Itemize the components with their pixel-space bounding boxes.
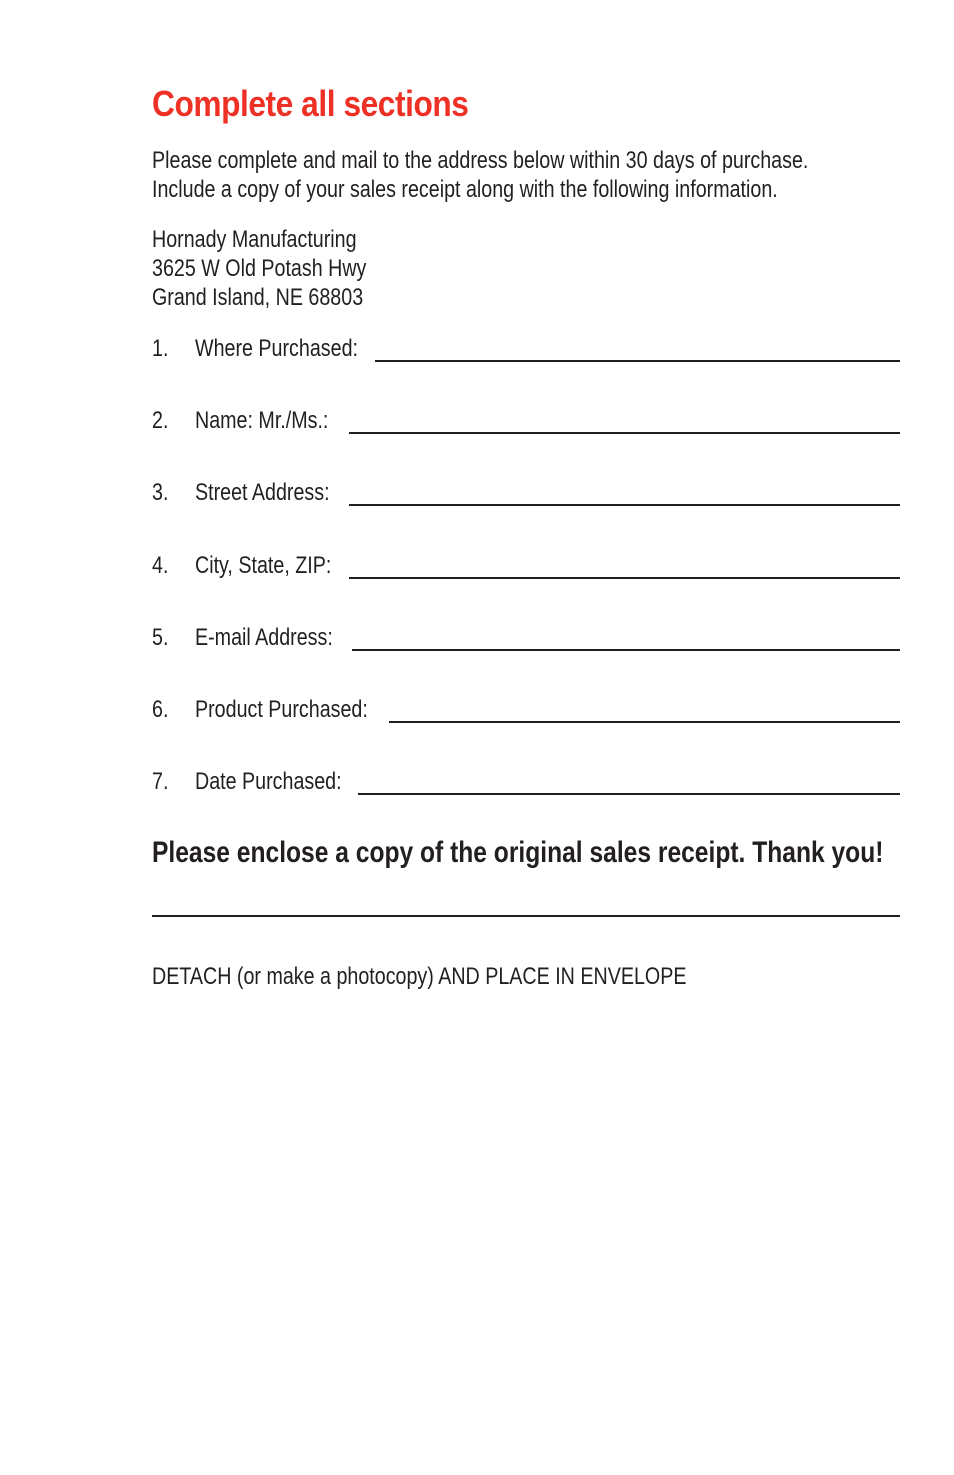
- field-product-purchased: [152, 693, 900, 725]
- page-title: Complete all sections: [152, 83, 469, 124]
- closing-note: Please enclose a copy of the original sales receipt. Thank you!: [152, 836, 884, 869]
- address-company: Hornady Manufacturing: [152, 226, 357, 253]
- field-number: 5.: [152, 624, 169, 651]
- email-address-input[interactable]: [352, 649, 900, 651]
- field-number: 7.: [152, 768, 169, 795]
- detach-divider-line: [152, 915, 900, 917]
- field-label: Street Address:: [195, 479, 330, 506]
- field-city-state-zip: [152, 549, 900, 581]
- name-input[interactable]: [349, 432, 900, 434]
- where-purchased-input[interactable]: [375, 360, 900, 362]
- city-state-zip-input[interactable]: [349, 577, 900, 579]
- address-street: 3625 W Old Potash Hwy: [152, 255, 367, 282]
- field-number: 6.: [152, 696, 169, 723]
- field-date-purchased: [152, 765, 900, 797]
- field-email-address: [152, 621, 900, 653]
- street-address-input[interactable]: [349, 504, 900, 506]
- field-label: City, State, ZIP:: [195, 552, 332, 579]
- field-number: 3.: [152, 479, 169, 506]
- field-label: E-mail Address:: [195, 624, 333, 651]
- field-number: 2.: [152, 407, 169, 434]
- field-label: Date Purchased:: [195, 768, 342, 795]
- address-city-state-zip: Grand Island, NE 68803: [152, 284, 364, 311]
- detach-instruction: DETACH (or make a photocopy) AND PLACE IN ENVELOPE: [152, 963, 687, 990]
- field-where-purchased: [152, 332, 900, 364]
- field-label: Where Purchased:: [195, 335, 358, 362]
- intro-line-1: Please complete and mail to the address below within 30 days of purchase.: [152, 147, 809, 174]
- field-number: 4.: [152, 552, 169, 579]
- product-purchased-input[interactable]: [389, 721, 900, 723]
- date-purchased-input[interactable]: [358, 793, 900, 795]
- intro-line-2: Include a copy of your sales receipt along with the following information.: [152, 176, 778, 203]
- field-street-address: [152, 476, 900, 508]
- mailing-address: [152, 225, 366, 312]
- field-label: Product Purchased:: [195, 696, 368, 723]
- intro-instructions: [152, 146, 808, 204]
- field-label: Name: Mr./Ms.:: [195, 407, 329, 434]
- field-number: 1.: [152, 335, 169, 362]
- field-name: [152, 404, 900, 436]
